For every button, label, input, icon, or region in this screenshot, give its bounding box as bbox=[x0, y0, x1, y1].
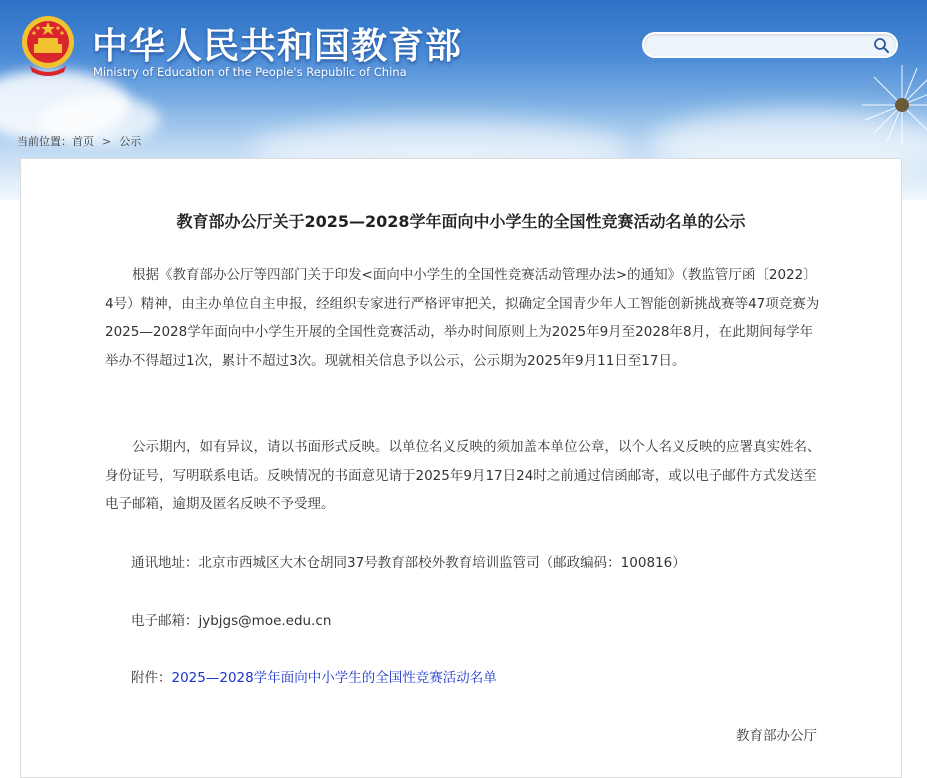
national-emblem-icon bbox=[20, 14, 76, 78]
search-icon[interactable] bbox=[873, 37, 890, 54]
attachment-link[interactable]: 2025—2028学年面向中小学生的全国性竞赛活动名单 bbox=[171, 670, 497, 686]
signature: 教育部办公厅 bbox=[736, 728, 817, 744]
breadcrumb-separator: > bbox=[102, 135, 112, 148]
article-title: 教育部办公厅关于2025—2028学年面向中小学生的全国性竞赛活动名单的公示 bbox=[176, 212, 746, 231]
search-box[interactable] bbox=[642, 32, 898, 58]
breadcrumb bbox=[17, 133, 141, 149]
breadcrumb-label: 当前位置： bbox=[17, 135, 72, 148]
article-paragraph: 根据《教育部办公厅等四部门关于印发<面向中小学生的全国性竞赛活动管理办法>的通知》（教监管厅函〔2022〕4号）精神，由主办单位自主申报，经组织专家进行严格评审把关，拟确定全国青少年人工智能创新挑战赛等47项竞赛为2025—2028学年面向中小学生开展的全国性竞赛活动，举办时间原则上为2025年9月至2028年8月，在此期间每学年举办不得超过1次，累计不超过3次。现就相关信息予以公示，公示期为2025年9月11日至17日。 bbox=[105, 267, 820, 370]
attachment-line bbox=[131, 666, 497, 686]
article-container bbox=[20, 158, 902, 778]
contact-email: 电子邮箱：jybjgs@moe.edu.cn bbox=[131, 613, 332, 629]
site-title: 中华人民共和国教育部 bbox=[92, 26, 463, 67]
attachment-label: 附件： bbox=[131, 670, 172, 686]
site-subtitle: Ministry of Education of the People's Republic of China bbox=[93, 65, 407, 79]
dandelion-decoration bbox=[857, 60, 927, 150]
article-paragraph: 公示期内，如有异议，请以书面形式反映。以单位名义反映的须加盖本单位公章，以个人名义反映的应署真实姓名、身份证号，写明联系电话。反映情况的书面意见请于2025年9月17日24时之前通过信函邮寄，或以电子邮件方式发送至电子邮箱，逾期及匿名反映不予受理。 bbox=[105, 439, 821, 513]
breadcrumb-home-link[interactable]: 首页 bbox=[72, 135, 94, 148]
contact-address: 通讯地址：北京市西城区大木仓胡同37号教育部校外教育培训监管司（邮政编码：100816） bbox=[131, 555, 686, 571]
search-input[interactable] bbox=[656, 37, 870, 55]
breadcrumb-current-link[interactable]: 公示 bbox=[119, 135, 142, 148]
